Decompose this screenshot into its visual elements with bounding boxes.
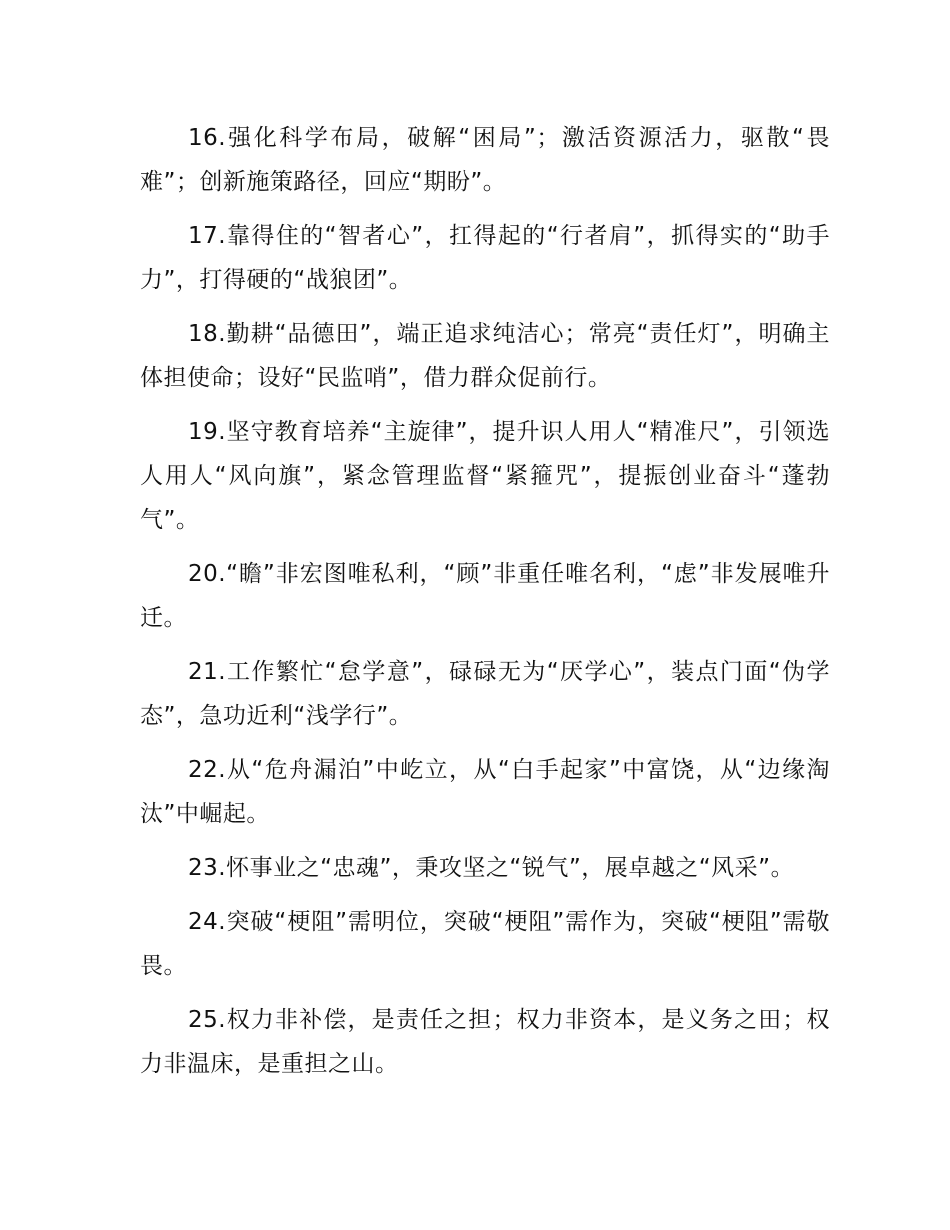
- document-body: [140, 116, 830, 1096]
- paragraph-17: 17.靠得住的“智者心”，扛得起的“行者肩”，抓得实的“助手力”，打得硬的“战狼团”。: [140, 223, 830, 293]
- paragraph-24: 24.突破“梗阻”需明位，突破“梗阻”需作为，突破“梗阻”需敬畏。: [140, 909, 830, 979]
- paragraph-19: 19.坚守教育培养“主旋律”，提升识人用人“精准尺”，引领选人用人“风向旗”，紧念管理监督“紧箍咒”，提振创业奋斗“蓬勃气”。: [140, 419, 830, 533]
- paragraph-25: 25.权力非补偿，是责任之担；权力非资本，是义务之田；权力非温床，是重担之山。: [140, 1007, 830, 1077]
- paragraph-16: 16.强化科学布局，破解“困局”；激活资源活力，驱散“畏难”；创新施策路径，回应“期盼”。: [140, 125, 830, 195]
- paragraph-18: 18.勤耕“品德田”，端正追求纯洁心；常亮“责任灯”，明确主体担使命；设好“民监哨”，借力群众促前行。: [140, 321, 830, 391]
- paragraph-23: 23.怀事业之“忠魂”，秉攻坚之“锐气”，展卓越之“风采”。: [188, 855, 795, 881]
- paragraph-22: 22.从“危舟漏泊”中屹立，从“白手起家”中富饶，从“边缘淘汰”中崛起。: [140, 757, 830, 827]
- paragraph-21: 21.工作繁忙“怠学意”，碌碌无为“厌学心”，装点门面“伪学态”，急功近利“浅学行”。: [140, 659, 830, 729]
- paragraph-20: 20.“瞻”非宏图唯私利，“顾”非重任唯名利，“虑”非发展唯升迁。: [140, 561, 830, 631]
